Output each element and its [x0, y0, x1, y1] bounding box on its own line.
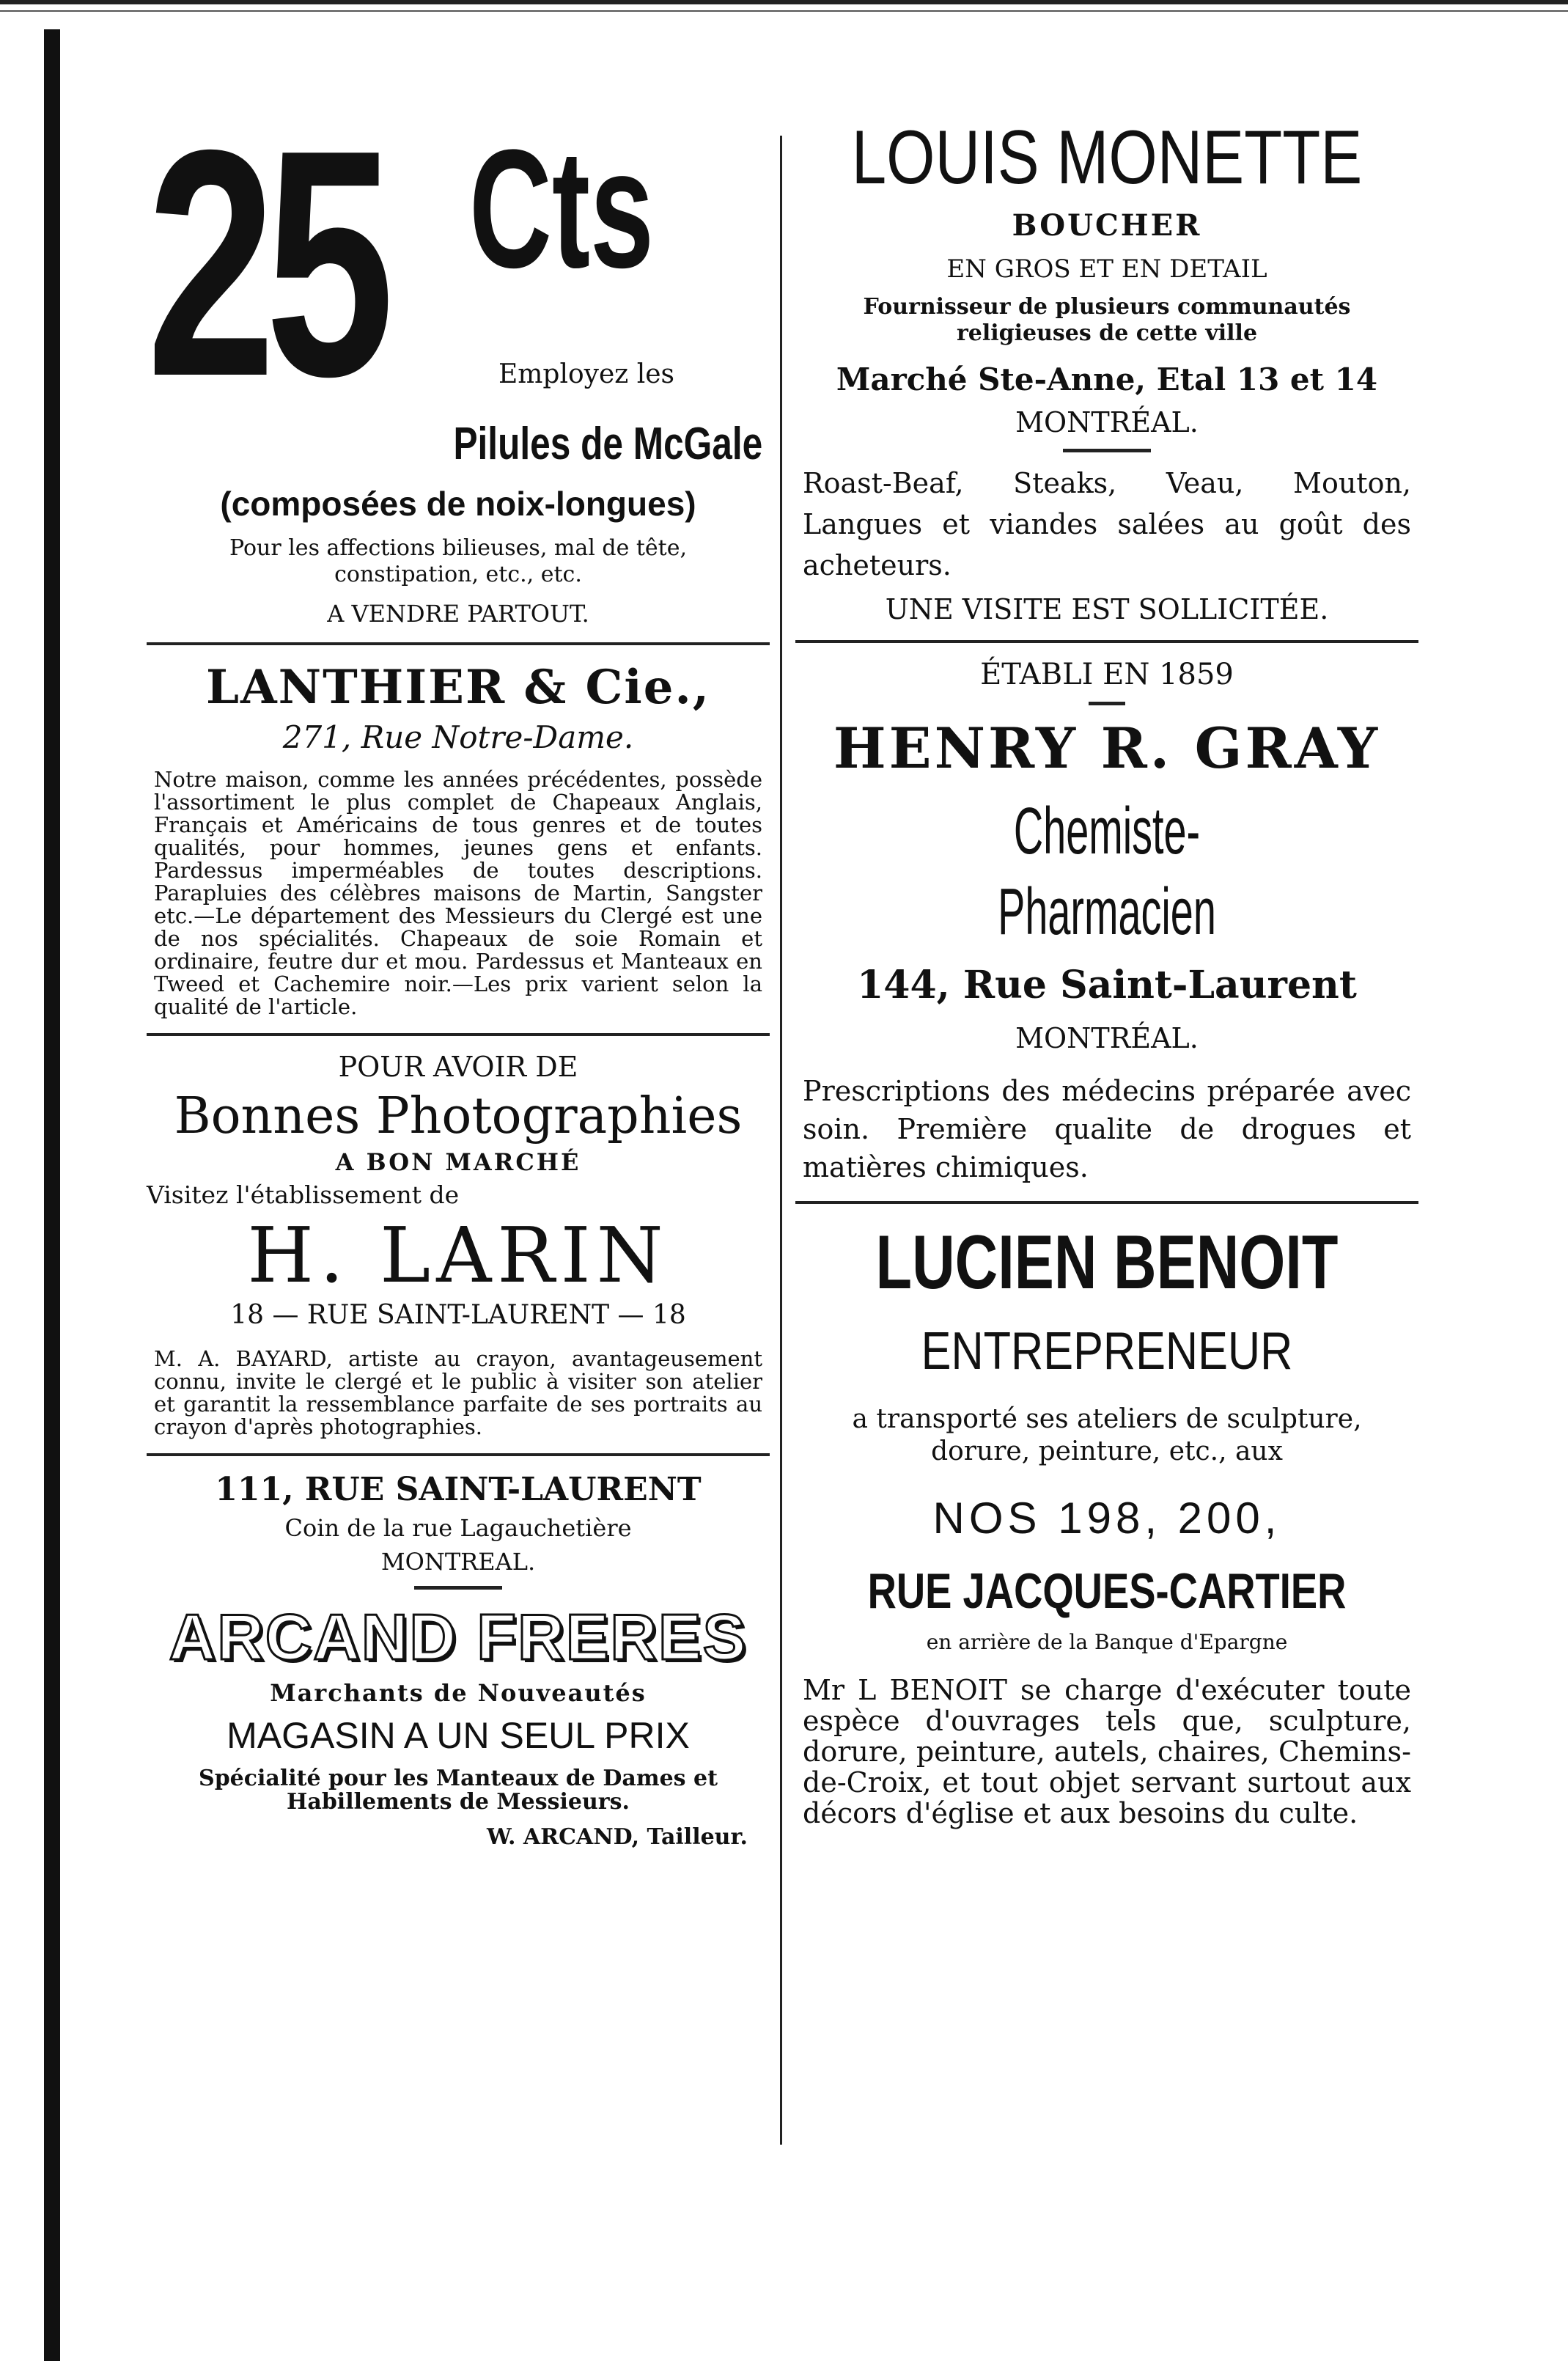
- lanthier-name: LANTHIER & Cie.,: [205, 660, 711, 715]
- magasin-seul-prix: MAGASIN A UN SEUL PRIX: [227, 1715, 690, 1756]
- top-border: [0, 0, 1568, 4]
- lanthier-body: Notre maison, comme les années précédentes, possède l'assortiment le plus complet de Chapeaux Anglais, Français et Américains de tous genres et de toutes qualités, pour hommes, jeunes gens et enfants. Pardessus imperméables de toutes descriptions. Parapluies des célèbres maisons de Martin, Sangster etc.—Le département des Messieurs du Clergé est une de nos spécialités. Chapeaux de soie Romain et ordinaire, feutre dur et mou. Pardessus et Manteaux en Tweed et Cachemire noir.—Les prix varient selon la qualité de l'article.: [154, 767, 762, 1019]
- monette-gros-detail: EN GROS ET EN DETAIL: [946, 254, 1267, 284]
- photographies-headline: Bonnes Photographies: [174, 1087, 743, 1145]
- vendre-partout: A VENDRE PARTOUT.: [327, 600, 589, 628]
- arcand-signature: W. ARCAND, Tailleur.: [486, 1824, 748, 1850]
- left-column: [147, 84, 770, 1850]
- gray-name: HENRY R. GRAY: [833, 716, 1381, 781]
- gray-city: MONTRÉAL.: [1015, 1022, 1199, 1054]
- divider: [795, 640, 1418, 643]
- benoit-arriere: en arrière de la Banque d'Epargne: [926, 1630, 1288, 1654]
- monette-city: MONTRÉAL.: [1015, 406, 1199, 438]
- right-column: [795, 117, 1418, 1829]
- larin-address: 18 — RUE SAINT-LAURENT — 18: [230, 1300, 686, 1330]
- benoit-trade: ENTREPRENEUR: [921, 1322, 1293, 1381]
- larin-name: H. LARIN: [247, 1211, 669, 1300]
- gray-body: Prescriptions des médecins préparée avec soin. Première qualite de drogues et matières chimiques.: [803, 1075, 1411, 1183]
- short-divider: [1089, 702, 1125, 705]
- monette-trade: BOUCHER: [1012, 208, 1202, 243]
- divider: [147, 1033, 770, 1036]
- ailments-text: Pour les affections bilieuses, mal de tête, constipation, etc., etc.: [229, 535, 688, 587]
- price-number: 25: [147, 84, 384, 444]
- lanthier-address: 271, Rue Notre-Dame.: [282, 719, 634, 755]
- benoit-name: LUCIEN BENOIT: [875, 1220, 1339, 1305]
- arcand-city: MONTREAL.: [380, 1548, 536, 1576]
- arcand-tagline: Marchants de Nouveautés: [270, 1679, 647, 1707]
- divider: [147, 1453, 770, 1456]
- pour-avoir-de: POUR AVOIR DE: [338, 1051, 578, 1083]
- benoit-transporte: a transporté ses ateliers de sculpture, dorure, peinture, etc., aux: [852, 1404, 1362, 1466]
- arcand-name: ARCAND FRERES: [169, 1601, 748, 1673]
- price-unit: Cts: [469, 114, 655, 303]
- gray-address: 144, Rue Saint-Laurent: [857, 963, 1357, 1007]
- arcand-address: 111, RUE SAINT-LAURENT: [215, 1471, 702, 1508]
- monette-fournisseur: Fournisseur de plusieurs communautés religieuses de cette ville: [863, 294, 1351, 346]
- benoit-street: RUE JACQUES-CARTIER: [867, 1563, 1347, 1619]
- employez-text: Employez les: [498, 359, 674, 389]
- short-divider: [1063, 449, 1151, 452]
- divider: [795, 1201, 1418, 1204]
- monette-marche: Marché Ste-Anne, Etal 13 et 14: [836, 361, 1378, 397]
- short-divider: [414, 1586, 502, 1590]
- ad-pilules-mcgale: [147, 84, 770, 484]
- top-border-thin: [0, 10, 1568, 12]
- gray-trade: Chemiste-Pharmacien: [998, 795, 1216, 949]
- product-name: Pilules de McGale: [453, 419, 762, 469]
- visitez-text: Visitez l'établissement de: [147, 1180, 460, 1209]
- monette-visite: UNE VISITE EST SOLLICITÉE.: [885, 593, 1329, 625]
- gray-etabli: ÉTABLI EN 1859: [980, 658, 1234, 691]
- column-divider: [780, 136, 782, 2145]
- benoit-body: Mr L BENOIT se charge d'exécuter toute espèce d'ouvrages tels que, sculpture, dorure, peinture, autels, chaires, Chemins-de-Croix, et tout objet servant surtout aux décors d'église et aux besoins du culte.: [803, 1674, 1411, 1829]
- bayard-body: M. A. BAYARD, artiste au crayon, avantageusement connu, invite le clergé et le public à visiter son atelier et garantit la ressemblance parfaite de ses portraits au crayon d'après photographies.: [154, 1346, 762, 1439]
- arcand-specialite: Spécialité pour les Manteaux de Dames et Habillements de Messieurs.: [199, 1766, 718, 1815]
- arcand-coin: Coin de la rue Lagauchetière: [284, 1514, 632, 1542]
- benoit-numbers: NOS 198, 200,: [932, 1494, 1281, 1543]
- monette-body: Roast-Beaf, Steaks, Veau, Mouton, Langues et viandes salées au goût des acheteurs.: [803, 467, 1411, 581]
- monette-name: LOUIS MONETTE: [851, 115, 1363, 200]
- page-binding-edge: [44, 29, 60, 2361]
- composition-line: (composées de noix-longues): [220, 485, 696, 523]
- divider: [147, 642, 770, 645]
- bon-marche: A BON MARCHÉ: [335, 1148, 581, 1176]
